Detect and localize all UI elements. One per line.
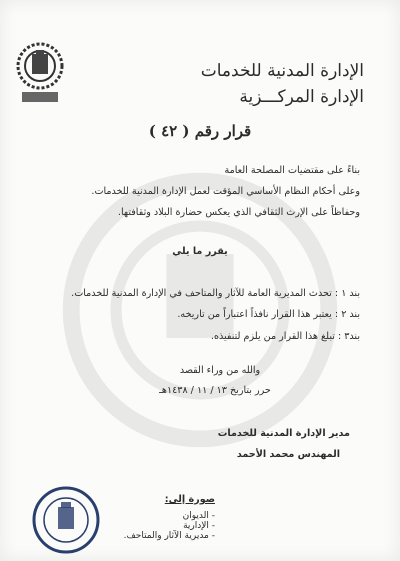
issue-date: حرر بتاريخ ١٣ / ١١ / ١٤٣٨هـ	[159, 385, 271, 396]
copy-item: - مديرية الآثار والمتاحف.	[123, 531, 215, 541]
emblem-logo	[14, 40, 66, 106]
article-3: بند٣ : تبلغ هذا القرار من يلزم لتنفيذه.	[210, 331, 360, 342]
copies-heading: صورة إلى:	[164, 494, 215, 505]
issuer-name: الإدارة المدنية للخدمات	[200, 61, 364, 81]
preamble-line-2: وعلى أحكام النظام الأساسي المؤقت لعمل الإدارة المدنية للخدمات.	[91, 186, 360, 197]
official-seal	[30, 485, 102, 555]
copies-list	[85, 494, 215, 541]
copy-item: - الديوان	[182, 511, 215, 521]
article-1: بند ١ : تحدث المديرية العامة للآثار والمتاحف في الإدارة المدنية للخدمات.	[71, 288, 360, 299]
preamble-line-1: بناءً على مقتضيات المصلحة العامة	[224, 165, 360, 176]
issuer-department: الإدارة المركـــزية	[239, 87, 364, 107]
decides-heading: يقرر ما يلي	[172, 246, 228, 257]
preamble-line-3: وحفاظاً على الإرث الثقافي الذي يعكس حضارة البلاد وثقافتها.	[117, 207, 360, 218]
signer-title: مدير الإدارة المدنية للخدمات	[217, 428, 350, 439]
copy-item: - الإدارية	[183, 521, 215, 531]
signer-name: المهندس محمد الأحمد	[236, 449, 340, 460]
article-2: بند ٢ : يعتبر هذا القرار نافذاً اعتباراً من تاريخه.	[177, 309, 360, 320]
decision-title: قرار رقم ( ٤٢ )	[148, 122, 252, 140]
closing-phrase: والله من وراء القصد	[179, 365, 261, 376]
issuer-header	[201, 58, 364, 110]
